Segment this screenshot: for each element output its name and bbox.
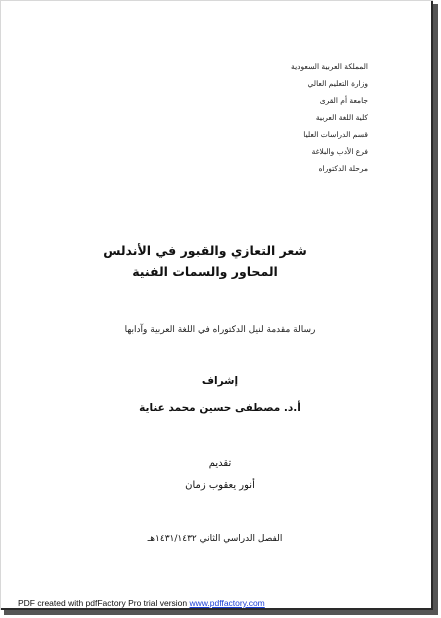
presentation-label: تقديم bbox=[208, 458, 232, 469]
presenter-name: أنور يعقوب زمان bbox=[185, 480, 255, 491]
institution-line-country: المملكة العربية السعودية bbox=[291, 62, 368, 71]
page-shadow-bottom bbox=[4, 610, 438, 615]
pdf-footer bbox=[18, 598, 265, 608]
thesis-title bbox=[60, 240, 350, 282]
semester-date: الفصل الدراسي الثاني ١٤٣١/١٤٣٢هـ bbox=[147, 534, 283, 544]
institution-line-branch: فرع الأدب والبلاغة bbox=[311, 147, 368, 156]
supervisor-name: أ.د. مصطفى حسين محمد عناية bbox=[139, 402, 301, 414]
thesis-subtitle: رسالة مقدمة لنيل الدكتوراه في اللغة العربية وآدابها bbox=[124, 325, 316, 335]
institution-line-ministry: وزارة التعليم العالي bbox=[307, 79, 368, 88]
institution-line-college: كلية اللغة العربية bbox=[315, 113, 368, 122]
thesis-title-line2: المحاور والسمات الفنية bbox=[132, 264, 278, 279]
institution-line-stage: مرحلة الدكتوراه bbox=[318, 164, 368, 173]
thesis-title-line1: شعر التعازي والقبور في الأندلس bbox=[103, 243, 307, 258]
institution-line-university: جامعة أم القرى bbox=[319, 96, 368, 105]
institution-header bbox=[198, 58, 368, 177]
page-shadow-right bbox=[433, 4, 438, 614]
footer-link[interactable]: www.pdffactory.com bbox=[189, 598, 265, 608]
footer-text: PDF created with pdfFactory Pro trial version bbox=[18, 598, 190, 608]
institution-line-department: قسم الدراسات العليا bbox=[303, 130, 368, 139]
supervision-label: إشراف bbox=[201, 375, 239, 387]
